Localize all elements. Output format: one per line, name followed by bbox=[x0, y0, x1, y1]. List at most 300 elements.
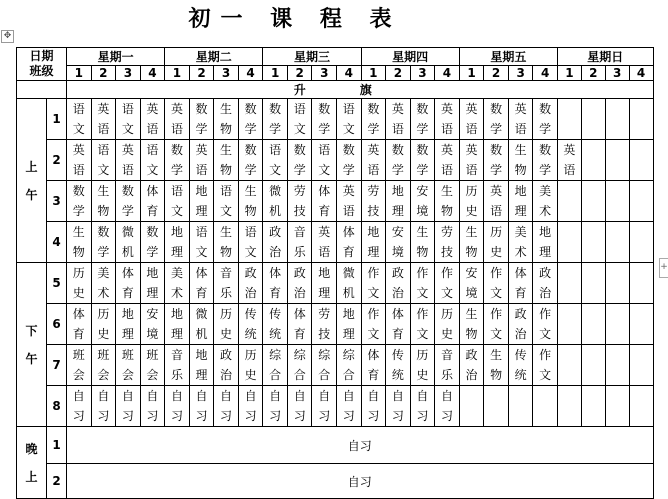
subject-cell[interactable] bbox=[459, 345, 484, 386]
subject-cell[interactable] bbox=[435, 99, 460, 140]
subject-cell[interactable] bbox=[263, 99, 288, 140]
subject-cell[interactable] bbox=[116, 99, 141, 140]
subject-cell[interactable] bbox=[508, 304, 533, 345]
subject-char: 数 bbox=[367, 102, 380, 116]
subject-char: 数 bbox=[121, 184, 134, 198]
subject-cell[interactable] bbox=[116, 181, 141, 222]
subject-cell[interactable] bbox=[508, 386, 533, 427]
subject-cell[interactable] bbox=[238, 345, 263, 386]
subject-char: 生 bbox=[440, 184, 453, 198]
subject-cell[interactable] bbox=[508, 345, 533, 386]
subject-char: 英 bbox=[121, 143, 134, 157]
subject-cell[interactable] bbox=[238, 181, 263, 222]
subject-cell[interactable] bbox=[629, 181, 653, 222]
subject-cell[interactable] bbox=[581, 263, 605, 304]
subject-cell[interactable] bbox=[435, 345, 460, 386]
subject-cell[interactable] bbox=[629, 345, 653, 386]
period-number: 7 bbox=[47, 345, 67, 386]
subject-char: 英 bbox=[195, 143, 208, 157]
subject-cell[interactable] bbox=[116, 263, 141, 304]
subject-cell[interactable] bbox=[484, 181, 509, 222]
subject-cell[interactable] bbox=[459, 140, 484, 181]
subject-cell[interactable] bbox=[581, 140, 605, 181]
subject-cell[interactable] bbox=[386, 345, 411, 386]
subject-cell[interactable] bbox=[287, 263, 312, 304]
period-header: 4 bbox=[435, 66, 460, 81]
subject-cell[interactable] bbox=[459, 99, 484, 140]
subject-char: 机 bbox=[121, 245, 134, 259]
subject-cell[interactable] bbox=[459, 263, 484, 304]
subject-char: 语 bbox=[318, 245, 331, 259]
subject-char: 会 bbox=[146, 368, 159, 382]
subject-char: 理 bbox=[318, 286, 331, 300]
subject-char: 政 bbox=[391, 266, 404, 280]
subject-char: 英 bbox=[440, 102, 453, 116]
subject-char: 英 bbox=[72, 143, 85, 157]
subject-cell[interactable] bbox=[91, 263, 116, 304]
subject-cell[interactable] bbox=[287, 386, 312, 427]
subject-cell[interactable] bbox=[238, 222, 263, 263]
subject-char: 习 bbox=[195, 409, 208, 423]
subject-cell[interactable] bbox=[312, 386, 337, 427]
subject-char: 育 bbox=[342, 245, 355, 259]
subject-cell[interactable] bbox=[557, 263, 581, 304]
subject-char: 微 bbox=[342, 266, 355, 280]
subject-char: 物 bbox=[220, 122, 233, 136]
subject-cell[interactable] bbox=[312, 99, 337, 140]
class-row bbox=[17, 263, 654, 304]
subject-cell[interactable] bbox=[435, 181, 460, 222]
subject-char: 学 bbox=[539, 163, 552, 177]
period-number: 6 bbox=[47, 304, 67, 345]
subject-cell[interactable] bbox=[67, 263, 92, 304]
subject-char: 乐 bbox=[220, 286, 233, 300]
subject-cell[interactable] bbox=[165, 99, 190, 140]
subject-cell[interactable] bbox=[116, 304, 141, 345]
subject-cell[interactable] bbox=[140, 99, 165, 140]
subject-char: 学 bbox=[318, 122, 331, 136]
subject-cell[interactable] bbox=[337, 345, 362, 386]
subject-cell[interactable] bbox=[165, 222, 190, 263]
subject-cell[interactable] bbox=[459, 222, 484, 263]
subject-char: 学 bbox=[367, 122, 380, 136]
subject-cell[interactable] bbox=[386, 181, 411, 222]
subject-cell[interactable] bbox=[533, 99, 558, 140]
subject-char: 生 bbox=[514, 143, 527, 157]
subject-cell[interactable] bbox=[91, 345, 116, 386]
day-header: 星期日 bbox=[557, 48, 653, 66]
subject-cell[interactable] bbox=[116, 140, 141, 181]
period-header: 1 bbox=[67, 66, 92, 81]
session-char: 上 bbox=[25, 469, 38, 484]
subject-cell[interactable] bbox=[312, 181, 337, 222]
subject-cell[interactable] bbox=[557, 386, 581, 427]
subject-char: 数 bbox=[244, 102, 257, 116]
subject-cell[interactable] bbox=[386, 99, 411, 140]
subject-cell[interactable] bbox=[484, 140, 509, 181]
subject-cell[interactable] bbox=[263, 304, 288, 345]
subject-char: 会 bbox=[97, 368, 110, 382]
subject-cell[interactable] bbox=[410, 263, 435, 304]
subject-cell[interactable] bbox=[629, 140, 653, 181]
evening-study-cell[interactable]: 自习 bbox=[67, 427, 654, 464]
subject-cell[interactable] bbox=[67, 181, 92, 222]
subject-cell[interactable] bbox=[605, 263, 629, 304]
subject-cell[interactable] bbox=[214, 304, 239, 345]
subject-char: 育 bbox=[72, 327, 85, 341]
subject-cell[interactable] bbox=[508, 181, 533, 222]
session-char: 午 bbox=[25, 351, 38, 366]
subject-cell[interactable] bbox=[67, 386, 92, 427]
subject-cell[interactable] bbox=[508, 263, 533, 304]
subject-char: 英 bbox=[367, 143, 380, 157]
subject-cell[interactable] bbox=[410, 386, 435, 427]
subject-cell[interactable] bbox=[238, 99, 263, 140]
move-handle-icon[interactable]: ✥ bbox=[1, 30, 14, 43]
subject-char: 统 bbox=[244, 327, 257, 341]
subject-char: 习 bbox=[440, 409, 453, 423]
subject-cell[interactable] bbox=[287, 181, 312, 222]
subject-cell[interactable] bbox=[605, 181, 629, 222]
subject-char: 地 bbox=[146, 266, 159, 280]
subject-char: 语 bbox=[440, 122, 453, 136]
subject-cell[interactable] bbox=[386, 386, 411, 427]
subject-char: 学 bbox=[121, 204, 134, 218]
subject-char: 语 bbox=[440, 163, 453, 177]
subject-cell[interactable] bbox=[533, 181, 558, 222]
subject-cell[interactable] bbox=[533, 222, 558, 263]
subject-cell[interactable] bbox=[263, 140, 288, 181]
subject-cell[interactable] bbox=[605, 140, 629, 181]
subject-cell[interactable] bbox=[605, 222, 629, 263]
subject-char: 技 bbox=[293, 204, 306, 218]
subject-char: 地 bbox=[195, 348, 208, 362]
subject-cell[interactable] bbox=[361, 345, 386, 386]
subject-cell[interactable] bbox=[361, 181, 386, 222]
subject-char: 文 bbox=[220, 204, 233, 218]
period-header: 3 bbox=[508, 66, 533, 81]
subject-cell[interactable] bbox=[238, 386, 263, 427]
subject-cell[interactable] bbox=[238, 304, 263, 345]
subject-cell[interactable] bbox=[91, 140, 116, 181]
subject-char: 语 bbox=[72, 102, 85, 116]
subject-cell[interactable] bbox=[508, 222, 533, 263]
subject-cell[interactable] bbox=[165, 140, 190, 181]
subject-cell[interactable] bbox=[459, 386, 484, 427]
subject-cell[interactable] bbox=[361, 222, 386, 263]
subject-char: 语 bbox=[244, 225, 257, 239]
subject-cell[interactable] bbox=[214, 345, 239, 386]
subject-cell[interactable] bbox=[189, 181, 214, 222]
subject-cell[interactable] bbox=[91, 304, 116, 345]
subject-char: 习 bbox=[121, 409, 134, 423]
subject-cell[interactable] bbox=[605, 99, 629, 140]
subject-cell[interactable] bbox=[459, 181, 484, 222]
subject-cell[interactable] bbox=[410, 181, 435, 222]
subject-cell[interactable] bbox=[533, 263, 558, 304]
subject-cell[interactable] bbox=[629, 304, 653, 345]
subject-cell[interactable] bbox=[165, 263, 190, 304]
period-header: 1 bbox=[459, 66, 484, 81]
subject-char: 自 bbox=[269, 389, 282, 403]
subject-char: 语 bbox=[342, 204, 355, 218]
subject-char: 英 bbox=[146, 102, 159, 116]
subject-char: 习 bbox=[416, 409, 429, 423]
subject-cell[interactable] bbox=[189, 140, 214, 181]
subject-cell[interactable] bbox=[67, 345, 92, 386]
subject-cell[interactable] bbox=[508, 99, 533, 140]
subject-cell[interactable] bbox=[410, 99, 435, 140]
period-header: 3 bbox=[605, 66, 629, 81]
subject-cell[interactable] bbox=[533, 386, 558, 427]
subject-cell[interactable] bbox=[557, 140, 581, 181]
subject-cell[interactable] bbox=[484, 304, 509, 345]
subject-char: 自 bbox=[195, 389, 208, 403]
subject-cell[interactable] bbox=[140, 304, 165, 345]
subject-cell[interactable] bbox=[337, 222, 362, 263]
subject-cell[interactable] bbox=[508, 140, 533, 181]
subject-char: 语 bbox=[293, 102, 306, 116]
subject-char: 文 bbox=[293, 122, 306, 136]
subject-cell[interactable] bbox=[629, 99, 653, 140]
subject-cell[interactable] bbox=[581, 222, 605, 263]
subject-cell[interactable] bbox=[361, 140, 386, 181]
subject-char: 育 bbox=[269, 286, 282, 300]
subject-cell[interactable] bbox=[484, 263, 509, 304]
session-label bbox=[17, 99, 47, 263]
subject-cell[interactable] bbox=[165, 181, 190, 222]
subject-cell[interactable] bbox=[484, 386, 509, 427]
subject-cell[interactable] bbox=[337, 263, 362, 304]
subject-cell[interactable] bbox=[287, 99, 312, 140]
class-row bbox=[17, 181, 654, 222]
subject-cell[interactable] bbox=[189, 386, 214, 427]
subject-cell[interactable] bbox=[91, 386, 116, 427]
subject-cell[interactable] bbox=[361, 263, 386, 304]
subject-cell[interactable] bbox=[263, 222, 288, 263]
subject-char: 境 bbox=[146, 327, 159, 341]
subject-char: 地 bbox=[539, 225, 552, 239]
subject-cell[interactable] bbox=[165, 386, 190, 427]
subject-cell[interactable] bbox=[287, 345, 312, 386]
subject-cell[interactable] bbox=[214, 99, 239, 140]
subject-cell[interactable] bbox=[435, 304, 460, 345]
corner-bottom-label: 班级 bbox=[29, 64, 54, 78]
subject-char: 育 bbox=[391, 327, 404, 341]
subject-cell[interactable] bbox=[287, 140, 312, 181]
subject-cell[interactable] bbox=[312, 140, 337, 181]
subject-cell[interactable] bbox=[557, 99, 581, 140]
table-edge-handle-icon[interactable]: + bbox=[659, 258, 668, 278]
subject-cell[interactable] bbox=[386, 263, 411, 304]
subject-cell[interactable] bbox=[581, 181, 605, 222]
subject-cell[interactable] bbox=[238, 263, 263, 304]
subject-cell[interactable] bbox=[214, 181, 239, 222]
subject-char: 史 bbox=[244, 368, 257, 382]
subject-char: 数 bbox=[416, 102, 429, 116]
subject-cell[interactable] bbox=[459, 304, 484, 345]
subject-cell[interactable] bbox=[165, 304, 190, 345]
subject-cell[interactable] bbox=[116, 386, 141, 427]
subject-cell[interactable] bbox=[386, 140, 411, 181]
subject-char: 综 bbox=[342, 348, 355, 362]
subject-cell[interactable] bbox=[581, 99, 605, 140]
subject-cell[interactable] bbox=[165, 345, 190, 386]
corner-cell bbox=[17, 48, 67, 81]
subject-cell[interactable] bbox=[312, 345, 337, 386]
subject-cell[interactable] bbox=[189, 99, 214, 140]
subject-cell[interactable] bbox=[435, 222, 460, 263]
subject-cell[interactable] bbox=[435, 386, 460, 427]
subject-char: 术 bbox=[514, 245, 527, 259]
subject-cell[interactable] bbox=[581, 304, 605, 345]
subject-cell[interactable] bbox=[337, 99, 362, 140]
subject-cell[interactable] bbox=[557, 181, 581, 222]
subject-cell[interactable] bbox=[533, 304, 558, 345]
subject-cell[interactable] bbox=[287, 222, 312, 263]
subject-cell[interactable] bbox=[484, 99, 509, 140]
subject-char: 理 bbox=[195, 204, 208, 218]
subject-cell[interactable] bbox=[140, 181, 165, 222]
subject-char: 政 bbox=[269, 225, 282, 239]
subject-char: 数 bbox=[318, 102, 331, 116]
flag-row bbox=[17, 81, 654, 99]
subject-char: 体 bbox=[293, 307, 306, 321]
subject-char: 生 bbox=[220, 143, 233, 157]
subject-cell[interactable] bbox=[484, 222, 509, 263]
day-header: 星期二 bbox=[165, 48, 263, 66]
subject-cell[interactable] bbox=[581, 386, 605, 427]
subject-cell[interactable] bbox=[287, 304, 312, 345]
subject-cell[interactable] bbox=[116, 222, 141, 263]
subject-cell[interactable] bbox=[189, 222, 214, 263]
subject-cell[interactable] bbox=[361, 99, 386, 140]
period-number: 1 bbox=[47, 427, 67, 464]
subject-char: 会 bbox=[121, 368, 134, 382]
subject-cell[interactable] bbox=[533, 345, 558, 386]
subject-cell[interactable] bbox=[312, 304, 337, 345]
subject-char: 自 bbox=[170, 389, 183, 403]
subject-char: 学 bbox=[293, 163, 306, 177]
subject-cell[interactable] bbox=[140, 222, 165, 263]
subject-char: 物 bbox=[490, 368, 503, 382]
subject-cell[interactable] bbox=[605, 386, 629, 427]
subject-cell[interactable] bbox=[116, 345, 141, 386]
subject-cell[interactable] bbox=[410, 140, 435, 181]
subject-cell[interactable] bbox=[312, 222, 337, 263]
subject-char: 作 bbox=[416, 266, 429, 280]
subject-cell[interactable] bbox=[605, 304, 629, 345]
subject-cell[interactable] bbox=[629, 386, 653, 427]
subject-char: 物 bbox=[220, 163, 233, 177]
subject-cell[interactable] bbox=[557, 222, 581, 263]
subject-cell[interactable] bbox=[140, 386, 165, 427]
subject-cell[interactable] bbox=[435, 263, 460, 304]
subject-cell[interactable] bbox=[263, 386, 288, 427]
subject-cell[interactable] bbox=[214, 386, 239, 427]
subject-cell[interactable] bbox=[91, 222, 116, 263]
subject-cell[interactable] bbox=[214, 263, 239, 304]
subject-cell[interactable] bbox=[337, 140, 362, 181]
subject-char: 体 bbox=[72, 307, 85, 321]
subject-cell[interactable] bbox=[67, 222, 92, 263]
subject-char: 文 bbox=[72, 122, 85, 136]
subject-cell[interactable] bbox=[386, 304, 411, 345]
subject-char: 机 bbox=[195, 327, 208, 341]
subject-cell[interactable] bbox=[140, 263, 165, 304]
period-header: 2 bbox=[484, 66, 509, 81]
subject-cell[interactable] bbox=[410, 345, 435, 386]
subject-cell[interactable] bbox=[557, 345, 581, 386]
subject-cell[interactable] bbox=[629, 263, 653, 304]
subject-char: 微 bbox=[195, 307, 208, 321]
subject-cell[interactable] bbox=[214, 140, 239, 181]
subject-char: 班 bbox=[72, 348, 85, 362]
subject-cell[interactable] bbox=[386, 222, 411, 263]
subject-cell[interactable] bbox=[67, 140, 92, 181]
subject-cell[interactable] bbox=[581, 345, 605, 386]
subject-cell[interactable] bbox=[312, 263, 337, 304]
period-number: 5 bbox=[47, 263, 67, 304]
subject-cell[interactable] bbox=[189, 304, 214, 345]
subject-cell[interactable] bbox=[337, 181, 362, 222]
subject-cell[interactable] bbox=[263, 181, 288, 222]
subject-cell[interactable] bbox=[410, 222, 435, 263]
subject-char: 生 bbox=[220, 102, 233, 116]
subject-cell[interactable] bbox=[557, 304, 581, 345]
subject-cell[interactable] bbox=[91, 99, 116, 140]
subject-char: 地 bbox=[514, 184, 527, 198]
subject-cell[interactable] bbox=[189, 345, 214, 386]
subject-cell[interactable] bbox=[337, 304, 362, 345]
subject-char: 理 bbox=[514, 204, 527, 218]
subject-char: 数 bbox=[244, 143, 257, 157]
subject-char: 育 bbox=[318, 204, 331, 218]
subject-cell[interactable] bbox=[214, 222, 239, 263]
subject-cell[interactable] bbox=[629, 222, 653, 263]
subject-cell[interactable] bbox=[263, 345, 288, 386]
subject-cell[interactable] bbox=[67, 99, 92, 140]
subject-cell[interactable] bbox=[605, 345, 629, 386]
subject-cell[interactable] bbox=[361, 386, 386, 427]
subject-cell[interactable] bbox=[263, 263, 288, 304]
subject-char: 体 bbox=[269, 266, 282, 280]
subject-cell[interactable] bbox=[67, 304, 92, 345]
subject-cell[interactable] bbox=[435, 140, 460, 181]
subject-char: 育 bbox=[121, 286, 134, 300]
subject-char: 文 bbox=[170, 204, 183, 218]
subject-cell[interactable] bbox=[484, 345, 509, 386]
subject-char: 语 bbox=[514, 122, 527, 136]
evening-study-cell[interactable]: 自习 bbox=[67, 464, 654, 499]
subject-cell[interactable] bbox=[337, 386, 362, 427]
subject-cell[interactable] bbox=[140, 140, 165, 181]
subject-char: 作 bbox=[440, 266, 453, 280]
subject-char: 历 bbox=[72, 266, 85, 280]
subject-cell[interactable] bbox=[91, 181, 116, 222]
subject-cell[interactable] bbox=[140, 345, 165, 386]
subject-char: 自 bbox=[342, 389, 355, 403]
subject-char: 育 bbox=[146, 204, 159, 218]
subject-char: 生 bbox=[465, 225, 478, 239]
subject-char: 治 bbox=[269, 245, 282, 259]
subject-cell[interactable] bbox=[189, 263, 214, 304]
subject-char: 班 bbox=[121, 348, 134, 362]
subject-cell[interactable] bbox=[361, 304, 386, 345]
subject-cell[interactable] bbox=[410, 304, 435, 345]
subject-cell[interactable] bbox=[533, 140, 558, 181]
subject-cell[interactable] bbox=[238, 140, 263, 181]
